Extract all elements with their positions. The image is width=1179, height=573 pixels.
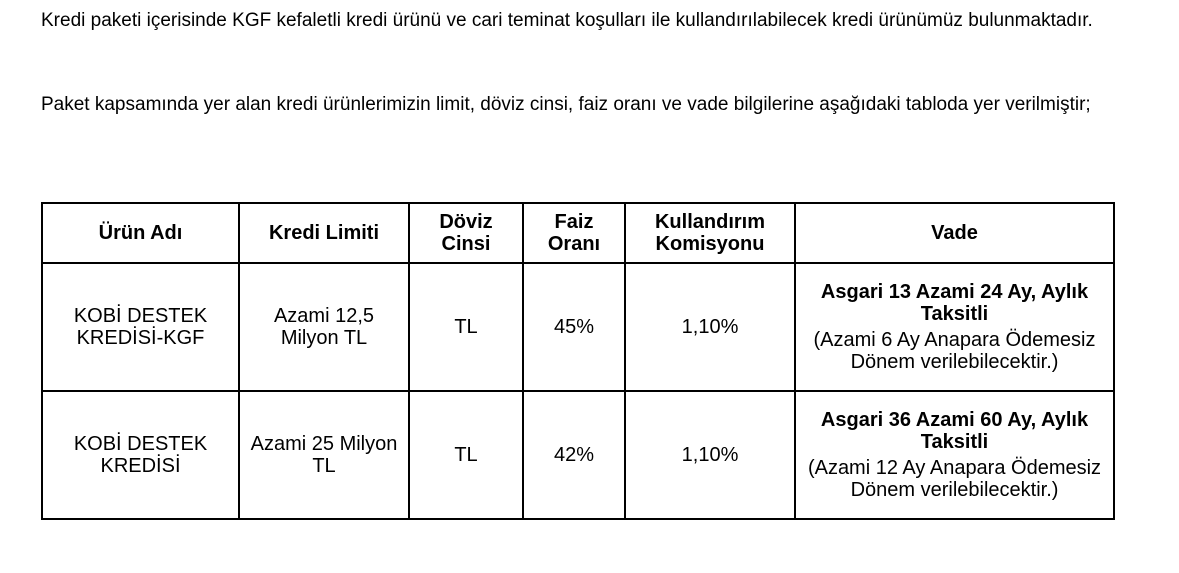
cell-kredi-limiti: Azami 12,5 Milyon TL bbox=[239, 263, 409, 391]
cell-urun-adi: KOBİ DESTEK KREDİSİ-KGF bbox=[42, 263, 239, 391]
intro-paragraph-2: Paket kapsamında yer alan kredi ürünlerimizin limit, döviz cinsi, faiz oranı ve vade bilgilerine aşağıdaki tabloda yer verilmiştir; bbox=[41, 94, 1091, 115]
credit-products-table bbox=[41, 202, 1115, 520]
header-urun-adi: Ürün Adı bbox=[42, 203, 239, 263]
table-row bbox=[42, 391, 1114, 519]
header-vade: Vade bbox=[795, 203, 1114, 263]
cell-doviz-cinsi: TL bbox=[409, 391, 523, 519]
cell-kullandirim-komisyonu: 1,10% bbox=[625, 263, 795, 391]
header-kredi-limiti: Kredi Limiti bbox=[239, 203, 409, 263]
cell-urun-adi: KOBİ DESTEK KREDİSİ bbox=[42, 391, 239, 519]
vade-term: Asgari 36 Azami 60 Ay, Aylık Taksitli bbox=[820, 409, 1089, 453]
cell-vade bbox=[795, 391, 1114, 519]
cell-kredi-limiti: Azami 25 Milyon TL bbox=[239, 391, 409, 519]
vade-grace-note: (Azami 6 Ay Anapara Ödemesiz Dönem verilebilecektir.) bbox=[813, 329, 1096, 373]
cell-doviz-cinsi: TL bbox=[409, 263, 523, 391]
header-faiz-orani: Faiz Oranı bbox=[523, 203, 625, 263]
cell-faiz-orani: 45% bbox=[523, 263, 625, 391]
intro-paragraph-1: Kredi paketi içerisinde KGF kefaletli kredi ürünü ve cari teminat koşulları ile kullandırılabilecek kredi ürünümüz bulunmaktadır. bbox=[41, 10, 1093, 31]
vade-grace-note: (Azami 12 Ay Anapara Ödemesiz Dönem verilebilecektir.) bbox=[807, 457, 1102, 501]
vade-term: Asgari 13 Azami 24 Ay, Aylık Taksitli bbox=[820, 281, 1089, 325]
cell-kullandirim-komisyonu: 1,10% bbox=[625, 391, 795, 519]
table-header-row bbox=[42, 203, 1114, 263]
header-kullandirim-komisyonu: Kullandırım Komisyonu bbox=[625, 203, 795, 263]
cell-vade bbox=[795, 263, 1114, 391]
cell-faiz-orani: 42% bbox=[523, 391, 625, 519]
header-doviz-cinsi: Döviz Cinsi bbox=[409, 203, 523, 263]
table-row bbox=[42, 263, 1114, 391]
